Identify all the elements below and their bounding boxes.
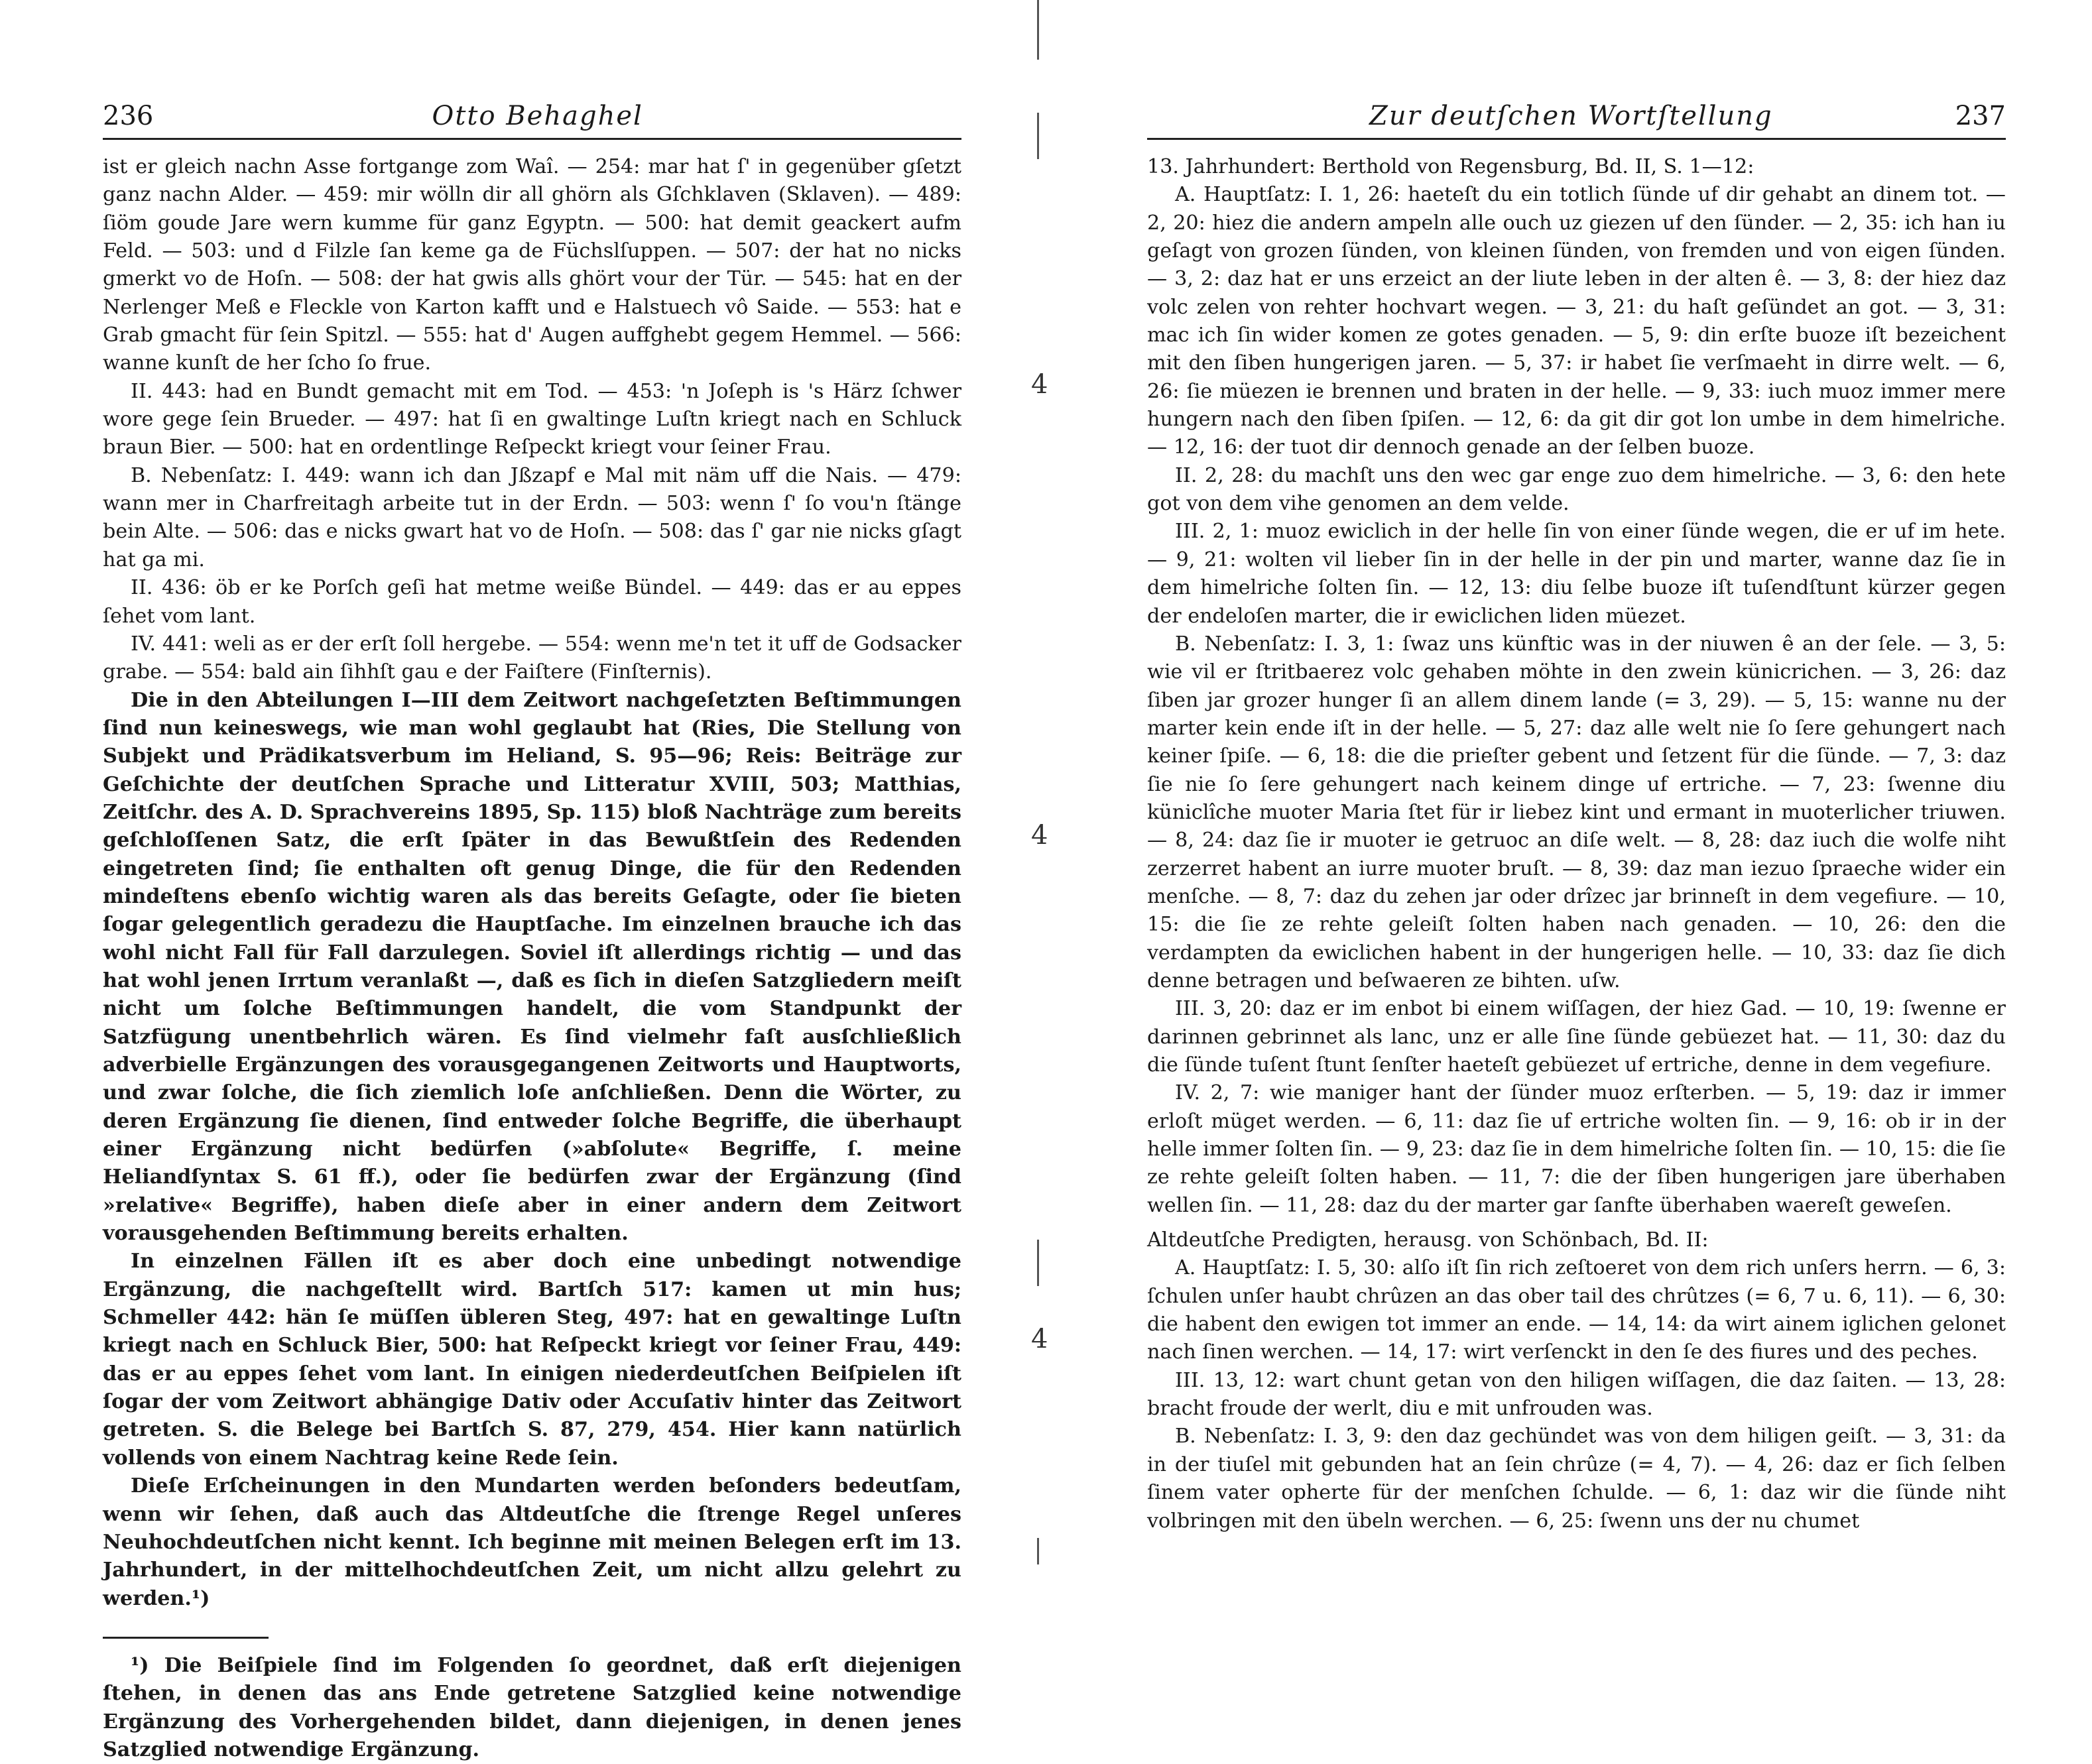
gutter-line [1037,113,1039,159]
gutter [1031,0,1048,1681]
left-paragraph: ist er gleich nachn Asse fortgange zom Waî. — 254: mar hat ſ' in gegenüber gſetzt ganz nachn Alder. — 459: mir wölln dir all ghörn als Gſchklaven (Sklaven). — 489: ſiöm goude Jare wern kumme für ganz Egyptn. — 500: hat demit geackert aufm Feld. — 503: und d Filzle ſan keme ga de Füchslſuppen. — 507: der hat no nicks gmerkt vo de Hoſn. — 508: der hat gwis alls ghört vour der Tür. — 545: hat en der Nerlenger Meß e Fleckle von Karton kafft und e Halstuech vô Saide. — 553: hat e Grab gmacht für ſein Spitzl. — 555: hat d' Augen auffghebt gegem Hemmel. — 566: wanne kunſt de her ſcho ſo frue. [103,155,961,375]
right-running-head [1147,99,2006,140]
right-paragraph: IV. 2, 7: wie maniger hant der ſünder muoz erſterben. — 5, 19: daz ir immer erloſt müget werden. — 6, 11: daz ſie uf ertriche wolten ſin. — 9, 16: ob ir in der helle immer ſolten ſin. — 9, 23: daz ſie in dem himelriche ſolten ſin. — 10, 15: die ſie ze rehte geleiſt ſolten haben. — 11, 7: die der ſiben hungerigen jare überhaben wellen ſin. — 11, 28: daz du der marter gar ſanfte überhaben waereſt geweſen. [1147,1081,2006,1217]
right-paragraph: B. Nebenſatz: I. 3, 1: ſwaz uns künftic was in der niuwen ê an der ſele. — 3, 5: wie vil er ſtritbaerez volc gehaben möhte in den zwein künicrichen. — 3, 26: daz ſiben jar grozer hunger ſi an allem dinem lande (= 3, 29). — 5, 15: wanne nu der marter kein ende iſt in der helle. — 5, 27: daz alle welt nie ſo ſere gehungert nach keiner ſpiſe. — 6, 18: die die prieſter gebent und ſetzent für die ſünde. — 7, 3: daz ſie nie ſo ſere gehungert nach keinem dinge uf ertriche. — 7, 23: ſwenne diu küniclîche muoter Maria ſtet für ir liebez kint und ermant in muoterlicher triuwen. — 8, 24: daz ſie ir muoter ie getruoc an diſe welt. — 8, 28: daz iuch die wolfe niht zerzerret habent an iurre muoter bruſt. — 8, 39: daz man iezuo ſpraeche wider ein menſche. — 8, 7: daz du zehen jar oder drîzec jar brinneſt in dem vegefiure. — 10, 15: die ſie ze rehte geleiſt ſolten haben nach genaden. — 10, 26: den die verdampten da ewiclichen habent in der hungerigen helle. — 10, 33: daz ſie dich denne betragen und beſwaeren ze bihten. uſw. [1147,632,2006,992]
right-paragraph: B. Nebenſatz: I. 3, 9: den daz gechündet was von dem hiligen geiſt. — 3, 31: da in der tiuſel mit gebunden hat an ſein chrûze (= 4, 7). — 4, 26: daz er ſich ſelben ſinem vater opherte für der menſchen ſchulde. — 6, 1: daz wir die ſünde niht volbringen mit den übeln werchen. — 6, 25: ſwenn uns der nu chumet [1147,1425,2006,1533]
left-page-number: 236 [103,101,154,131]
left-paragraph: II. 436: öb er ke Porſch geſi hat metme weiße Bündel. — 449: das er au eppes ſehet vom lant. [103,576,961,628]
right-running-title: Zur deutſchen Wortſtellung [1369,101,1773,131]
left-paragraph: Die in den Abteilungen I—III dem Zeitwort nachgeſetzten Beſtimmungen ſind nun keineswegs, wie man wohl geglaubt hat (Ries, Die Stellung von Subjekt und Prädikatsverbum im Heliand, S. 95—96; Reis: Beiträge zur Geſchichte der deutſchen Sprache und Litteratur XVIII, 503; Matthias, Zeitſchr. des A. D. Sprachvereins 1895, Sp. 115) bloß Nachträge zum bereits geſchloſſenen Satz, die erſt ſpäter in das Bewußtſein des Redenden eingetreten ſind; ſie enthalten oft genug Dinge, die für den Redenden mindeſtens ebenſo wichtig waren als das bereits Geſagte, oder ſie bieten ſogar gelegentlich geradezu die Hauptſache. Im einzelnen brauche ich das wohl nicht Fall für Fall darzulegen. Soviel iſt allerdings richtig — und das hat wohl jenen Irrtum veranlaßt —, daß es ſich in dieſen Satzgliedern meiſt nicht um ſolche Beſtimmungen handelt, die vom Standpunkt der Satzfügung unentbehrlich wären. Es ſind vielmehr faſt ausſchließlich adverbielle Ergänzungen des vorausgegangenen Zeitworts und Hauptworts, und zwar ſolche, die ſich ziemlich loſe anſchließen. Denn die Wörter, zu deren Ergänzung ſie dienen, ſind entweder ſolche Begriffe, die überhaupt einer Ergänzung nicht bedürfen (»abſolute« Begriffe, ſ. meine Heliandſyntax S. 61 ff.), oder ſie bedürfen zwar der Ergänzung (ſind »relative« Begriffe), haben dieſe aber in einer andern dem Zeitwort vorausgehenden Beſtimmung bereits erhalten. [103,688,961,1246]
left-footnote: ¹) Die Beiſpiele ſind im Folgenden ſo geordnet, daß erſt diejenigen ſtehen, in denen das ans Ende getretene Satzglied keine notwendige Ergänzung des Vorhergehenden bildet, dann diejenigen, in denen jenes Satzglied notwendige Ergänzung. [103,1653,961,1761]
left-running-title: Otto Behaghel [432,101,643,131]
right-paragraph: III. 3, 20: daz er im enbot bi einem wiſſagen, der hiez Gad. — 10, 19: ſwenne er darinnen gebrinnet als lanc, unz er alle ſine ſünde gebüezet hat. — 11, 30: daz du die ſünde tuſent ſtunt ſenſter haeteſt gebüezet uf ertriche, denne in dem vegefiure. [1147,997,2006,1077]
left-paragraph: II. 443: had en Bundt gemacht mit em Tod. — 453: 'n Joſeph is 's Härz ſchwer wore gege ſein Brueder. — 497: hat ſi en gwaltinge Luſtn kriegt nach en Schluck braun Bier. — 500: hat en ordentlinge Reſpeckt kriegt vour ſeiner Frau. [103,379,961,459]
right-section-heading: 13. Jahrhundert: Berthold von Regensburg, Bd. II, S. 1—12: [1147,155,1754,178]
right-paragraph: II. 2, 28: du machſt uns den wec gar enge zuo dem himelriche. — 3, 6: den hete got von dem vihe genomen an dem velde. [1147,463,2006,516]
right-paragraph: III. 2, 1: muoz ewiclich in der helle ſin von einer ſünde wegen, die er uf im hete. — 9, 21: wolten vil lieber ſin in der helle in der pin und marter, wanne daz ſie in dem himelriche ſolten ſin. — 12, 13: diu ſelbe buoze iſt tuſendſtunt kürzer gegen der endeloſen marter, die ir ewiclichen liden müezet. [1147,520,2006,628]
left-paragraph: Dieſe Erſcheinungen in den Mundarten werden beſonders bedeutſam, wenn wir ſehen, daß auch das Altdeutſche die ſtrenge Regel unſeres Neuhochdeutſchen nicht kennt. Ich beginne mit meinen Belegen erſt im 13. Jahrhundert, in der mittelhochdeutſchen Zeit, um nicht allzu gelehrt zu werden.¹) [103,1474,961,1610]
gutter-mark: 4 [1031,1324,1048,1354]
gutter-line [1037,0,1039,60]
gutter-mark: 4 [1031,369,1048,400]
gutter-line [1037,1538,1039,1564]
gutter-line [1037,1240,1039,1286]
right-section-heading: Altdeutſche Predigten, herausg. von Schönbach, Bd. II: [1147,1228,1709,1252]
right-paragraph: III. 13, 12: wart chunt getan von den hiligen wiſſagen, die daz ſaiten. — 13, 28: bracht froude der werlt, diu e mit unfrouden was. [1147,1368,2006,1421]
left-paragraph: IV. 441: weli as er der erſt ſoll hergebe. — 554: wenn me'n tet it uff de Godsacker grabe. — 554: bald ain ſihhſt gau e der Faiſtere (Finſternis). [103,632,961,684]
left-paragraph: In einzelnen Fällen iſt es aber doch eine unbedingt notwendige Ergänzung, die nachgeſtellt wird. Bartſch 517: kamen ut min hus; Schmeller 442: hän ſe müſſen übleren Steg, 497: hat en gewaltinge Luſtn kriegt nach en Schluck Bier, 500: hat Reſpeckt kriegt vor ſeiner Frau, 449: das er au eppes ſehet vom lant. In einigen niederdeutſchen Beiſpielen iſt ſogar der vom Zeitwort abhängige Dativ oder Accuſativ hinter das Zeitwort getreten. S. die Belege bei Bartſch S. 87, 279, 454. Hier kann natürlich vollends von einem Nachtrag keine Rede ſein. [103,1250,961,1470]
left-paragraph: B. Nebenſatz: I. 449: wann ich dan Jßzapf e Mal mit näm uff die Nais. — 479: wann mer in Charfreitagh arbeite tut in der Erdn. — 503: wenn ſ' ſo vou'n ſtänge bein Alte. — 506: das e nicks gwart hat vo de Hoſn. — 508: das ſ' gar nie nicks gſagt hat ga mi. [103,463,961,571]
left-page [103,99,961,1764]
right-page [1147,99,2006,1535]
gutter-mark: 4 [1031,820,1048,851]
right-paragraph: A. Hauptſatz: I. 1, 26: haeteſt du ein totlich ſünde uf dir gehabt an dinem tot. — 2, 20: hiez die andern ampeln alle ouch uz giezen uf den ſünder. — 2, 35: ich han iu geſagt von grozen ſünden, von kleinen ſünden, von fremden und von eigen ſünden. — 3, 2: daz hat er uns erzeict an der liute leben in der alten ê. — 3, 8: der hiez daz volc zelen von rehter hochvart wegen. — 3, 21: du haſt geſündet an got. — 3, 31: mac ich ſin wider komen ze gotes genaden. — 5, 9: din erſte buoze iſt bezeichent mit den ſiben hungerigen jaren. — 5, 37: ir habet ſie verſmaeht in dirre welt. — 6, 26: ſie müezen ie brennen und braten in der helle. — 9, 33: iuch muoz immer mere hungern nach den ſiben ſpiſen. — 12, 6: da git dir got lon umbe in dem himelriche. — 12, 16: der tuot dir dennoch genade an der ſelben buoze. [1147,183,2006,459]
right-paragraph: A. Hauptſatz: I. 5, 30: alſo iſt ſin rich zeſtoeret von dem rich unſers herrn. — 6, 3: ſchulen unſer haubt chrûzen an das ober tail des chrûtzes (= 6, 7 u. 6, 11). — 6, 30: die habent den ewigen tot immer an ende. — 14, 14: da wirt ainem iglichen gelonet nach ſinen werchen. — 14, 17: wirt verſenckt in den ſe des fiures und des peches. [1147,1256,2006,1364]
right-page-number: 237 [1955,101,2006,131]
footnote-rule [103,1637,269,1639]
left-running-head [103,99,961,140]
